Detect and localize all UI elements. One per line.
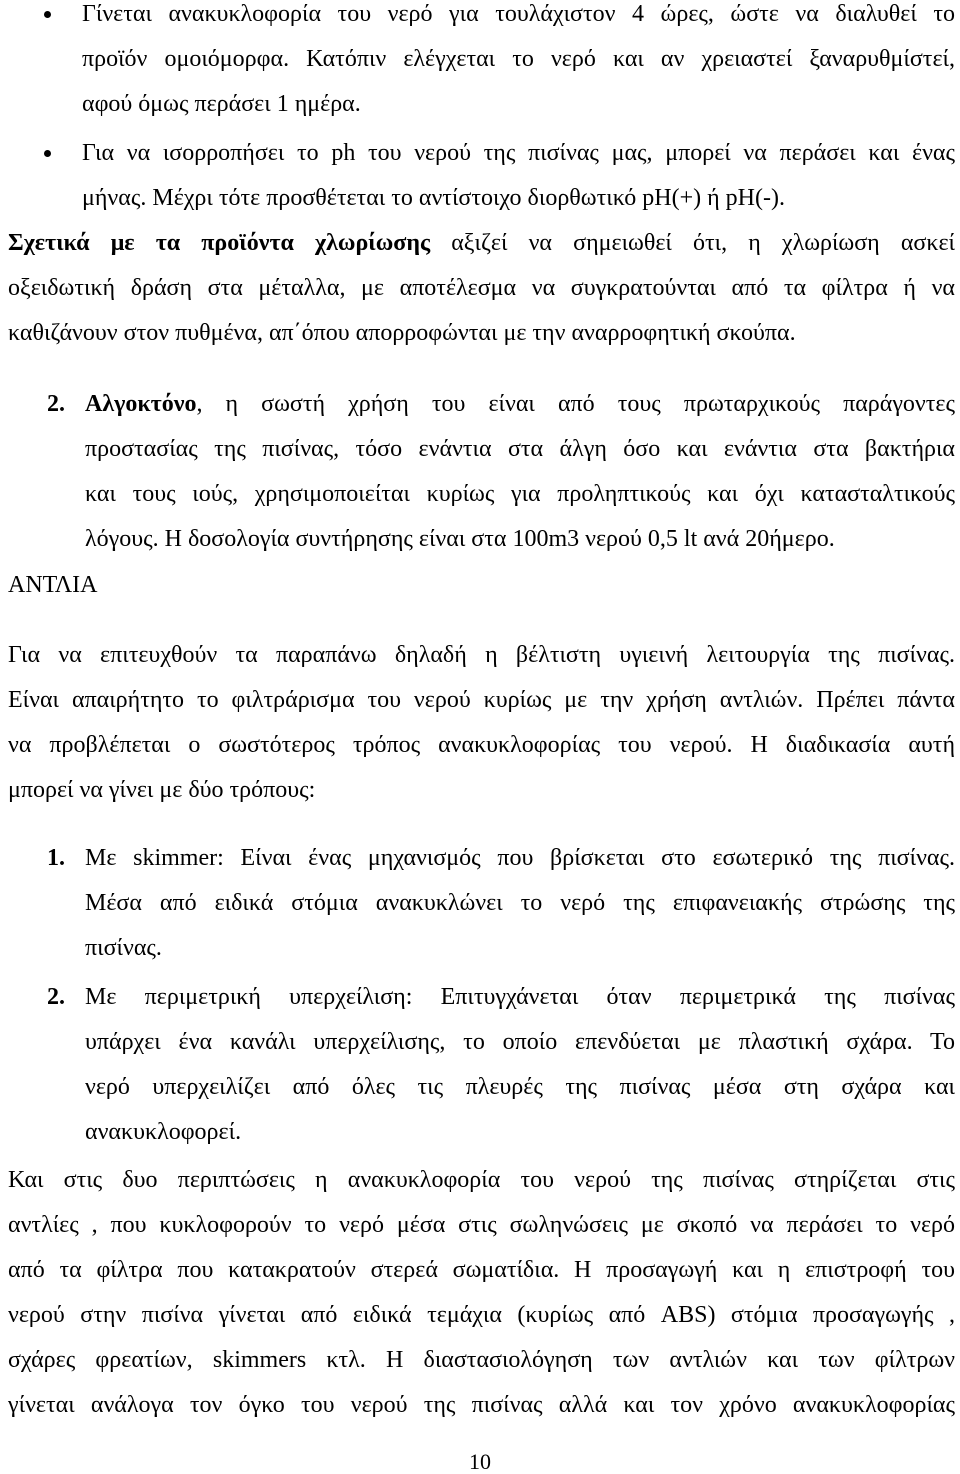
bullet-item xyxy=(8,131,955,221)
bold-lead: Αλγοκτόνο xyxy=(85,390,197,417)
text-line: Για να επιτευχθούν τα παραπάνω δηλαδή η βέλτιστη υγιεινή λειτουργία της πισίνας. xyxy=(8,641,955,668)
text-line: Με skimmer: Είναι ένας μηχανισμός που βρίσκεται στο εσωτερικό της πισίνας. xyxy=(85,844,955,871)
text-line: Για να ισορροπήσει το ph του νερού της πισίνας μας, μπορεί να περάσει και ένας xyxy=(82,139,955,166)
list-number: 2. xyxy=(47,390,65,417)
text-line: Με περιμετρική υπερχείλιση: Επιτυγχάνεται όταν περιμετρικά της πισίνας xyxy=(85,983,955,1010)
text-line: προστασίας της πισίνας, τόσο ενάντια στα άλγη όσο και ενάντια στα βακτήρια xyxy=(85,435,955,462)
bold-lead: Σχετικά με τα προϊόντα χλωρίωσης xyxy=(8,229,431,256)
section-heading xyxy=(8,563,955,608)
bullet-item xyxy=(8,0,955,127)
text-line: σχάρες φρεατίων, skimmers κτλ. Η διαστασιολόγηση των αντλιών και των φίλτρων xyxy=(8,1346,955,1373)
bullet-icon xyxy=(44,150,51,157)
text-line: νερού στην πισίνα γίνεται από ειδικά τεμάχια (κυρίως από ABS) στόμια προσαγωγής , xyxy=(8,1301,955,1328)
list-item xyxy=(8,975,955,1155)
text-line: και τους ιούς, χρησιμοποιείται κυρίως για προληπτικούς και όχι κατασταλτικούς xyxy=(85,480,955,507)
text-line: αντλίες , που κυκλοφορούν το νερό μέσα στις σωληνώσεις με σκοπό να περάσει το νερό xyxy=(8,1211,955,1238)
text-line: από τα φίλτρα που κατακρατούν στερεά σωματίδια. Η προσαγωγή και η επιστροφή του xyxy=(8,1256,955,1283)
text-line: υπάρχει ένα κανάλι υπερχείλισης, το οποίο επενδύεται με πλαστική σχάρα. Το xyxy=(85,1028,955,1055)
text-line: προϊόν ομοιόμορφα. Κατόπιν ελέγχεται το νερό και αν χρειαστεί ξαναρυθμίστεί, xyxy=(82,45,955,72)
text-line: οξειδωτική δράση στα μέταλλα, με αποτέλεσμα να συγκρατούνται από τα φίλτρα ή να xyxy=(8,274,955,301)
text-line: πισίνας. xyxy=(85,934,162,961)
bullet-icon xyxy=(44,11,51,18)
list-number: 1. xyxy=(47,844,65,871)
text-line: νερό υπερχειλίζει από όλες τις πλευρές της πισίνας μέσα στη σχάρα και xyxy=(85,1073,955,1100)
list-number: 2. xyxy=(47,983,65,1010)
page-number: 10 xyxy=(469,1449,491,1474)
text-line xyxy=(8,221,955,266)
text-line: καθιζάνουν στον πυθμένα, απ΄όπου απορροφώνται με την αναρροφητική σκούπα. xyxy=(8,319,796,346)
chlorination-paragraph xyxy=(8,221,955,356)
list-item xyxy=(8,836,955,971)
text-line: Είναι απαιρήτητο το φιλτράρισμα του νερού κυρίως με την χρήση αντλιών. Πρέπει πάντα xyxy=(8,686,955,713)
text-line: γίνεται ανάλογα τον όγκο του νερού της πισίνας αλλά και τον χρόνο ανακυκλοφορίας xyxy=(8,1391,955,1418)
text-line: Γίνεται ανακυκλοφορία του νερό για τουλάχιστον 4 ώρες, ώστε να διαλυθεί το xyxy=(82,0,955,27)
list-item xyxy=(8,382,955,562)
pump-intro-paragraph xyxy=(8,633,955,813)
heading-text: ΑΝΤΛΙΑ xyxy=(8,571,98,598)
text-line: αφού όμως περάσει 1 ημέρα. xyxy=(82,90,361,117)
text-line: λόγους. Η δοσολογία συντήρησης είναι στα 100m3 νερού 0,5 lt ανά 20ήμερο. xyxy=(85,525,835,552)
text-line: Μέσα από ειδικά στόμια ανακυκλώνει το νερό της επιφανειακής στρώσης της xyxy=(85,889,955,916)
text-line: Και στις δυο περιπτώσεις η ανακυκλοφορία του νερού της πισίνας στηρίζεται στις xyxy=(8,1166,955,1193)
text-line: μήνας. Μέχρι τότε προσθέτεται το αντίστοιχο διορθωτικό pH(+) ή pH(-). xyxy=(82,184,785,211)
line-rest: , η σωστή χρήση του είναι από τους πρωταρχικούς παράγοντες xyxy=(196,390,955,417)
text-line xyxy=(85,382,955,427)
pump-paragraph xyxy=(8,1158,955,1428)
page-body xyxy=(8,0,955,1428)
text-line: μπορεί να γίνει με δύο τρόπους: xyxy=(8,776,316,803)
text-line: ανακυκλοφορεί. xyxy=(85,1118,242,1145)
line-rest: αξιζεί να σημειωθεί ότι, η χλωρίωση ασκεί xyxy=(451,229,955,256)
text-line: να προβλέπεται ο σωστότερος τρόπος ανακυκλοφορίας του νερού. Η διαδικασία αυτή xyxy=(8,731,955,758)
